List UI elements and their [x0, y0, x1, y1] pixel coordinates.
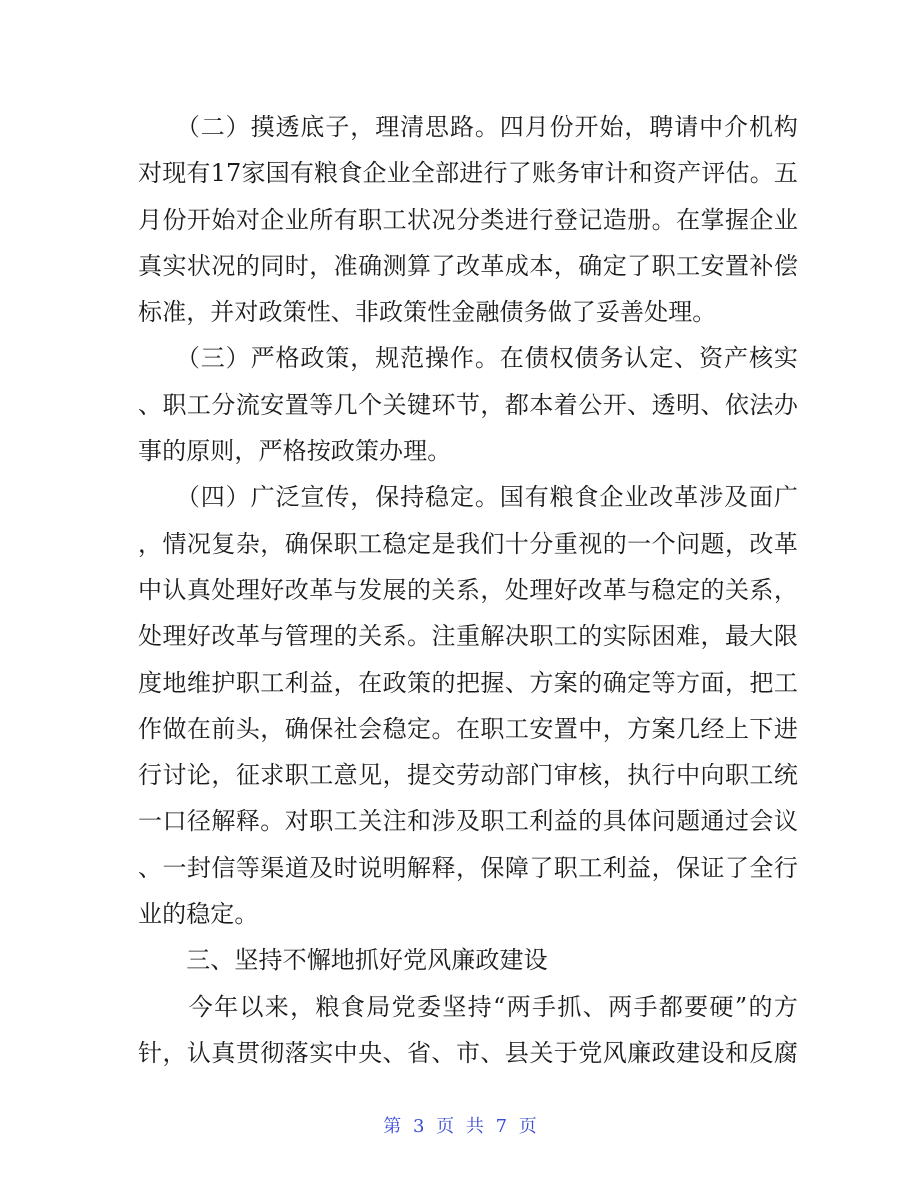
text-line: 月份开始对企业所有职工状况分类进行登记造册。在掌握企业 — [138, 205, 798, 234]
text-line: 中认真处理好改革与发展的关系，处理好改革与稳定的关系， — [138, 575, 798, 604]
text-line: ，情况复杂，确保职工稳定是我们十分重视的一个问题，改革 — [138, 529, 798, 558]
text-line: 行讨论，征求职工意见，提交劳动部门审核，执行中向职工统 — [138, 761, 798, 790]
text-line: 标准，并对政策性、非政策性金融债务做了妥善处理。 — [138, 298, 717, 327]
text-line: 一口径解释。对职工关注和涉及职工利益的具体问题通过会议 — [138, 807, 798, 836]
text-line: 度地维护职工利益，在政策的把握、方案的确定等方面，把工 — [138, 668, 798, 697]
text-line: 作做在前头，确保社会稳定。在职工安置中，方案几经上下进 — [138, 714, 798, 743]
text-line: 对现有17家国有粮食企业全部进行了账务审计和资产评估。五 — [138, 159, 798, 188]
document-body — [138, 104, 798, 1076]
text-line: 事的原则，严格按政策办理。 — [138, 437, 452, 466]
text-line: 今年以来，粮食局党委坚持“两手抓、两手都要硬”的方 — [138, 992, 798, 1021]
text-line: 针，认真贯彻落实中央、省、市、县关于党风廉政建设和反腐 — [138, 1038, 798, 1067]
text-line: 处理好改革与管理的关系。注重解决职工的实际困难，最大限 — [138, 622, 798, 651]
section-heading: 三、坚持不懈地抓好党风廉政建设 — [138, 946, 548, 975]
text-line: 、职工分流安置等几个关键环节，都本着公开、透明、依法办 — [138, 390, 798, 419]
page-number-footer: 第 3 页 共 7 页 — [383, 1116, 537, 1137]
text-line: 、一封信等渠道及时说明解释，保障了职工利益，保证了全行 — [138, 853, 798, 882]
text-line: （四）广泛宣传，保持稳定。国有粮食企业改革涉及面广 — [138, 483, 798, 512]
text-line: （二）摸透底子，理清思路。四月份开始，聘请中介机构 — [138, 113, 798, 141]
text-line: （三）严格政策，规范操作。在债权债务认定、资产核实 — [138, 344, 798, 373]
text-line: 真实状况的同时，准确测算了改革成本，确定了职工安置补偿 — [138, 251, 798, 280]
text-line: 业的稳定。 — [138, 900, 259, 929]
